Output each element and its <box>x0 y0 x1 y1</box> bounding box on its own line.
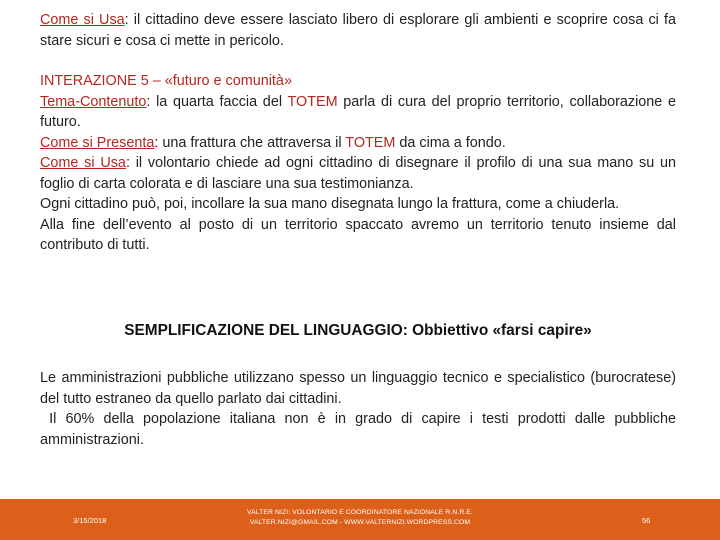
totem-word: TOTEM <box>287 93 338 110</box>
section-heading: SEMPLIFICAZIONE DEL LINGUAGGIO: Obbiettivo «farsi capire» <box>124 322 592 339</box>
footer-bar <box>0 499 720 540</box>
footer-author <box>200 508 520 527</box>
slide-body-top <box>40 10 676 256</box>
paragraph-come-si-usa-1 <box>40 10 676 51</box>
paragraph-tema-contenuto: Tema-Contenuto: la quarta faccia del TOTEM parla di cura del proprio territorio, collaborazione e futuro. <box>40 93 677 130</box>
come-si-presenta-label: Come si Presenta <box>40 134 155 151</box>
paragraph-come-si-usa-2: Come si Usa: il volontario chiede ad ogni cittadino di disegnare il profilo di una sua mano su un foglio di carta colorata e di lasciare una sua testimonianza. <box>40 155 677 192</box>
come-si-usa-label: Come si Usa <box>40 12 125 28</box>
tema-contenuto-label: Tema-Contenuto <box>40 93 147 110</box>
interazione-title: INTERAZIONE 5 – «futuro e comunità» <box>40 73 292 89</box>
paragraph-ogni-cittadino: Ogni cittadino può, poi, incollare la sua mano disegnata lungo la frattura, come a chiuderla. <box>40 196 620 212</box>
page-number: 56 <box>642 516 651 525</box>
come-si-usa-label: Come si Usa <box>40 155 126 171</box>
paragraph-percentuale: Il 60% della popolazione italiana non è in grado di capire i testi prodotti dalle pubbliche amministrazioni. <box>40 411 680 448</box>
paragraph-amministrazioni: Le amministrazioni pubbliche utilizzano spesso un linguaggio tecnico e specialistico (burocratese) del tutto estraneo da quello parlato dai cittadini. <box>40 370 676 407</box>
slide-body-bottom <box>40 368 680 450</box>
paragraph-alla-fine: Alla fine dell’evento al posto di un territorio spaccato avremo un territorio tenuto insieme dal contributo di tutti. <box>40 216 676 253</box>
footer-author-line1: VALTER NIZI: VOLONTARIO E COORDINATORE NAZIONALE R.N.R.E. <box>247 509 473 516</box>
come-si-usa-text: : il cittadino deve essere lasciato libero di esplorare gli ambienti e scoprire cosa ci fa stare sicuri e cosa ci mette in pericolo. <box>40 12 676 49</box>
paragraph-come-si-presenta: Come si Presenta: una frattura che attraversa il TOTEM da cima a fondo. <box>40 134 506 151</box>
totem-word: TOTEM <box>345 134 396 151</box>
footer-author-line2: VALTER.NIZI@GMAIL.COM - WWW.VALTERNIZI.WORDPRESS.COM <box>249 518 471 526</box>
footer-date: 3/15/2018 <box>73 516 107 525</box>
